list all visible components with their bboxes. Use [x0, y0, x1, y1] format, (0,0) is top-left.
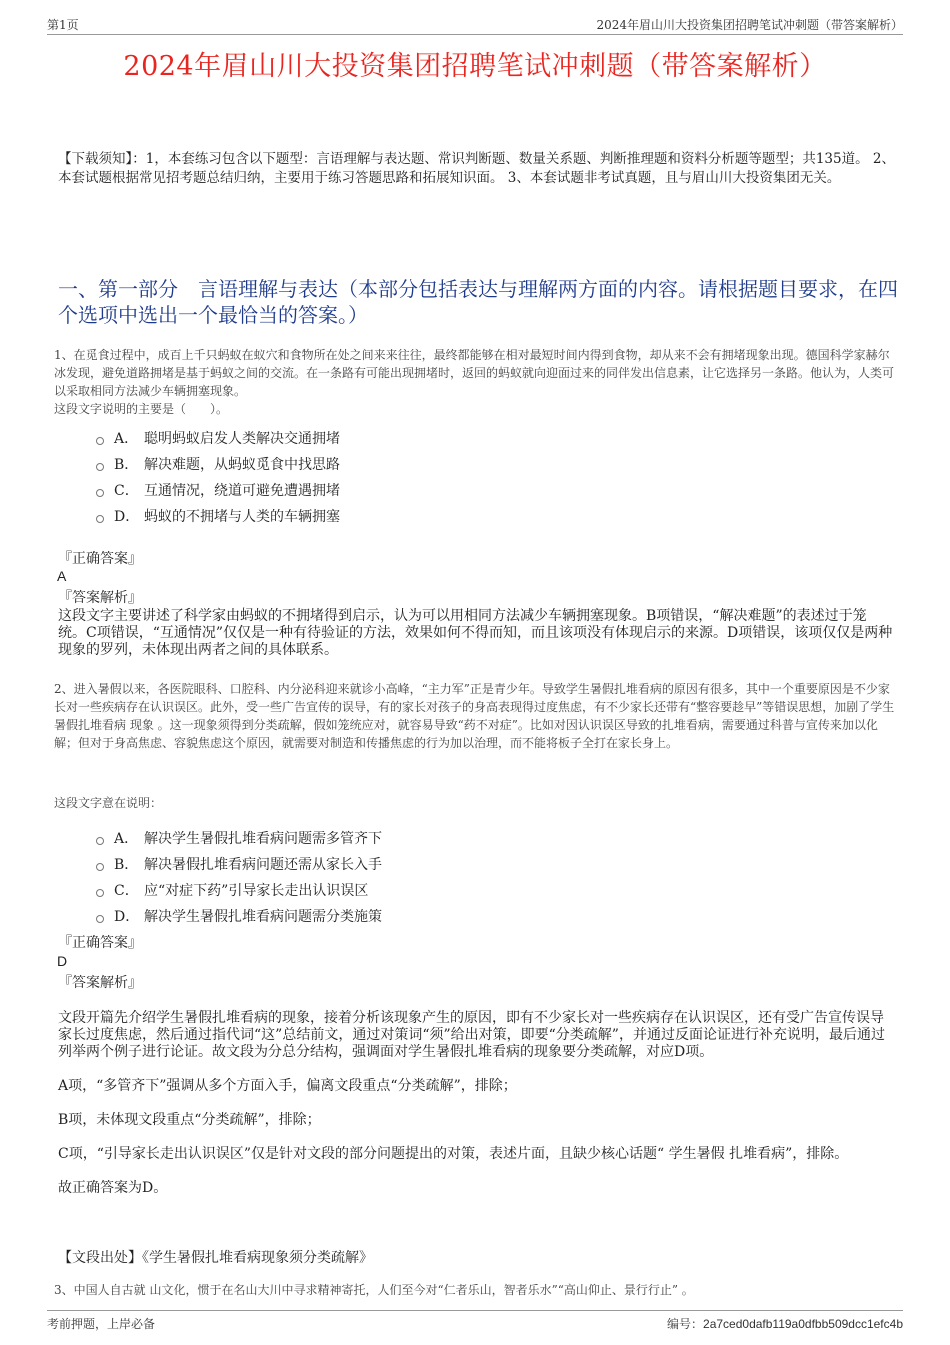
footer-slogan: 考前押题，上岸必备 [47, 1317, 156, 1331]
question-2-options [96, 825, 382, 929]
q2-analysis-label: 『答案解析』 [58, 975, 142, 991]
q1-option-a[interactable]: A． 聪明蚂蚁启发人类解决交通拥堵 [96, 425, 340, 451]
q1-option-d[interactable]: D． 蚂蚁的不拥堵与人类的车辆拥塞 [96, 503, 340, 529]
document-title: 2024年眉山川大投资集团招聘笔试冲刺题（带答案解析） [123, 51, 827, 82]
radio-icon[interactable] [96, 463, 104, 471]
q2-answer-label: 『正确答案』 [58, 935, 142, 951]
radio-icon[interactable] [96, 863, 104, 871]
radio-icon[interactable] [96, 437, 104, 445]
radio-icon[interactable] [96, 915, 104, 923]
q1-answer-label: 『正确答案』 [58, 551, 142, 567]
page-header [47, 14, 903, 35]
question-2-ask: 这段文字意在说明： [54, 796, 163, 810]
footer-code-value: 2a7ced0dafb119a0dfbb509dcc1efc4b [703, 1317, 903, 1331]
q2-analysis-paragraph: A项，“多管齐下”强调从多个方面入手，偏离文段重点“分类疏解”，排除； [58, 1078, 517, 1094]
q2-answer: D [57, 953, 68, 969]
radio-icon[interactable] [96, 837, 104, 845]
question-3-stem: 3、中国人自古就 山文化，惯于在名山大川中寻求精神寄托，人们至今对“仁者乐山，智者乐水”“高山仰止、景行行止” 。 [54, 1283, 694, 1297]
question-2-text: 2、进入暑假以来，各医院眼科、口腔科、内分泌科迎来就诊小高峰，“主力军”正是青少年。导致学生暑假扎堆看病的原因有很多，其中一个重要原因是不少家长对一些疾病存在认识误区。此外，受一些广告宣传的误导，有的家长对孩子的身高表现得过度焦虑，有不少家长还带有“整容要趁早”等错误思想，加剧了学生暑假扎堆看病 现象 。这一现象须得到分类疏解，假如笼统应对，就容易导致“药不对症”。比如对因认识误区导致的扎堆看病，需要通过科普与宣传来加以化解；但对于身高焦虑、容貌焦虑这个原因，就需要对制造和传播焦虑的行为加以治理，而不能将板子全打在家长身上。 [54, 682, 895, 750]
q2-analysis-paragraph: 文段开篇先介绍学生暑假扎堆看病的现象，接着分析该现象产生的原因，即有不少家长对一些疾病存在认识误区，还有受广告宣传误导家长过度焦虑，然后通过指代词“这”总结前文，通过对策词“须”给出对策，即要“分类疏解”，并通过反面论证进行补充说明，最后通过列举两个例子进行论证。故文段为分总分结构，强调面对学生暑假扎堆看病的现象要分类疏解，对应D项。 [58, 1010, 885, 1060]
q1-answer: A [57, 568, 67, 584]
header-doc-title: 2024年眉山川大投资集团招聘笔试冲刺题（带答案解析） [596, 18, 903, 32]
q2-option-d[interactable]: D． 解决学生暑假扎堆看病问题需分类施策 [96, 903, 382, 929]
radio-icon[interactable] [96, 889, 104, 897]
question-1-ask: 这段文字说明的主要是（ ）。 [54, 402, 229, 416]
q2-option-c[interactable]: C． 应“对症下药”引导家长走出认识误区 [96, 877, 382, 903]
q1-analysis-label: 『答案解析』 [58, 590, 142, 606]
q1-option-c[interactable]: C． 互通情况，绕道可避免遭遇拥堵 [96, 477, 340, 503]
page-footer [47, 1310, 903, 1331]
q1-option-b[interactable]: B． 解决难题，从蚂蚁觅食中找思路 [96, 451, 340, 477]
question-2-stem [54, 680, 896, 752]
q1-analysis: 这段文字主要讲述了科学家由蚂蚁的不拥堵得到启示，认为可以用相同方法减少车辆拥塞现象。B项错误，“解决难题”的表述过于笼统。C项错误，“互通情况”仅仅是一种有待验证的方法，效果如何不得而知，而且该项没有体现启示的来源。D项错误，该项仅仅是两种现象的罗列，未体现出两者之间的具体联系。 [58, 608, 893, 658]
download-notice: 【下载须知】：1，本套练习包含以下题型：言语理解与表达题、常识判断题、数量关系题、判断推理题和资料分析题等题型；共135道。 2、本套试题根据常见招考题总结归纳，主要用于练习答题思路和拓展知识面。 3、本套试题非考试真题，且与眉山川大投资集团无关。 [58, 151, 895, 186]
radio-icon[interactable] [96, 515, 104, 523]
q2-option-a[interactable]: A． 解决学生暑假扎堆看病问题需多管齐下 [96, 825, 382, 851]
section-heading: 一、第一部分 言语理解与表达（本部分包括表达与理解两方面的内容。请根据题目要求，在四个选项中选出一个最恰当的答案。） [58, 277, 898, 327]
q2-option-b[interactable]: B． 解决暑假扎堆看病问题还需从家长入手 [96, 851, 382, 877]
question-1-stem [54, 346, 896, 418]
question-1-options [96, 425, 340, 529]
q2-analysis-paragraph: 故正确答案为D。 [58, 1180, 168, 1196]
q2-analysis [58, 1010, 894, 1214]
question-1-text: 1、在觅食过程中，成百上千只蚂蚁在蚁穴和食物所在处之间来来往往，最终都能够在相对最短时间内得到食物，却从来不会有拥堵现象出现。德国科学家赫尔冰发现，避免道路拥堵是基于蚂蚁之间的交流。在一条路有可能出现拥堵时，返回的蚂蚁就向迎面过来的同伴发出信息素，让它选择另一条路。他认为，人类可以采取相同方法减少车辆拥塞现象。 [54, 348, 895, 398]
footer-code [667, 1315, 903, 1332]
footer-code-label: 编号： [667, 1317, 704, 1331]
q2-source: 【文段出处】《学生暑假扎堆看病现象须分类疏解》 [58, 1250, 373, 1266]
radio-icon[interactable] [96, 489, 104, 497]
q2-analysis-paragraph: C项，“引导家长走出认识误区”仅是针对文段的部分问题提出的对策，表述片面，且缺少核心话题“ 学生暑假 扎堆看病”，排除。 [58, 1146, 849, 1162]
q2-analysis-paragraph: B项，未体现文段重点“分类疏解”，排除； [58, 1112, 321, 1128]
page-number: 第1页 [47, 18, 79, 32]
